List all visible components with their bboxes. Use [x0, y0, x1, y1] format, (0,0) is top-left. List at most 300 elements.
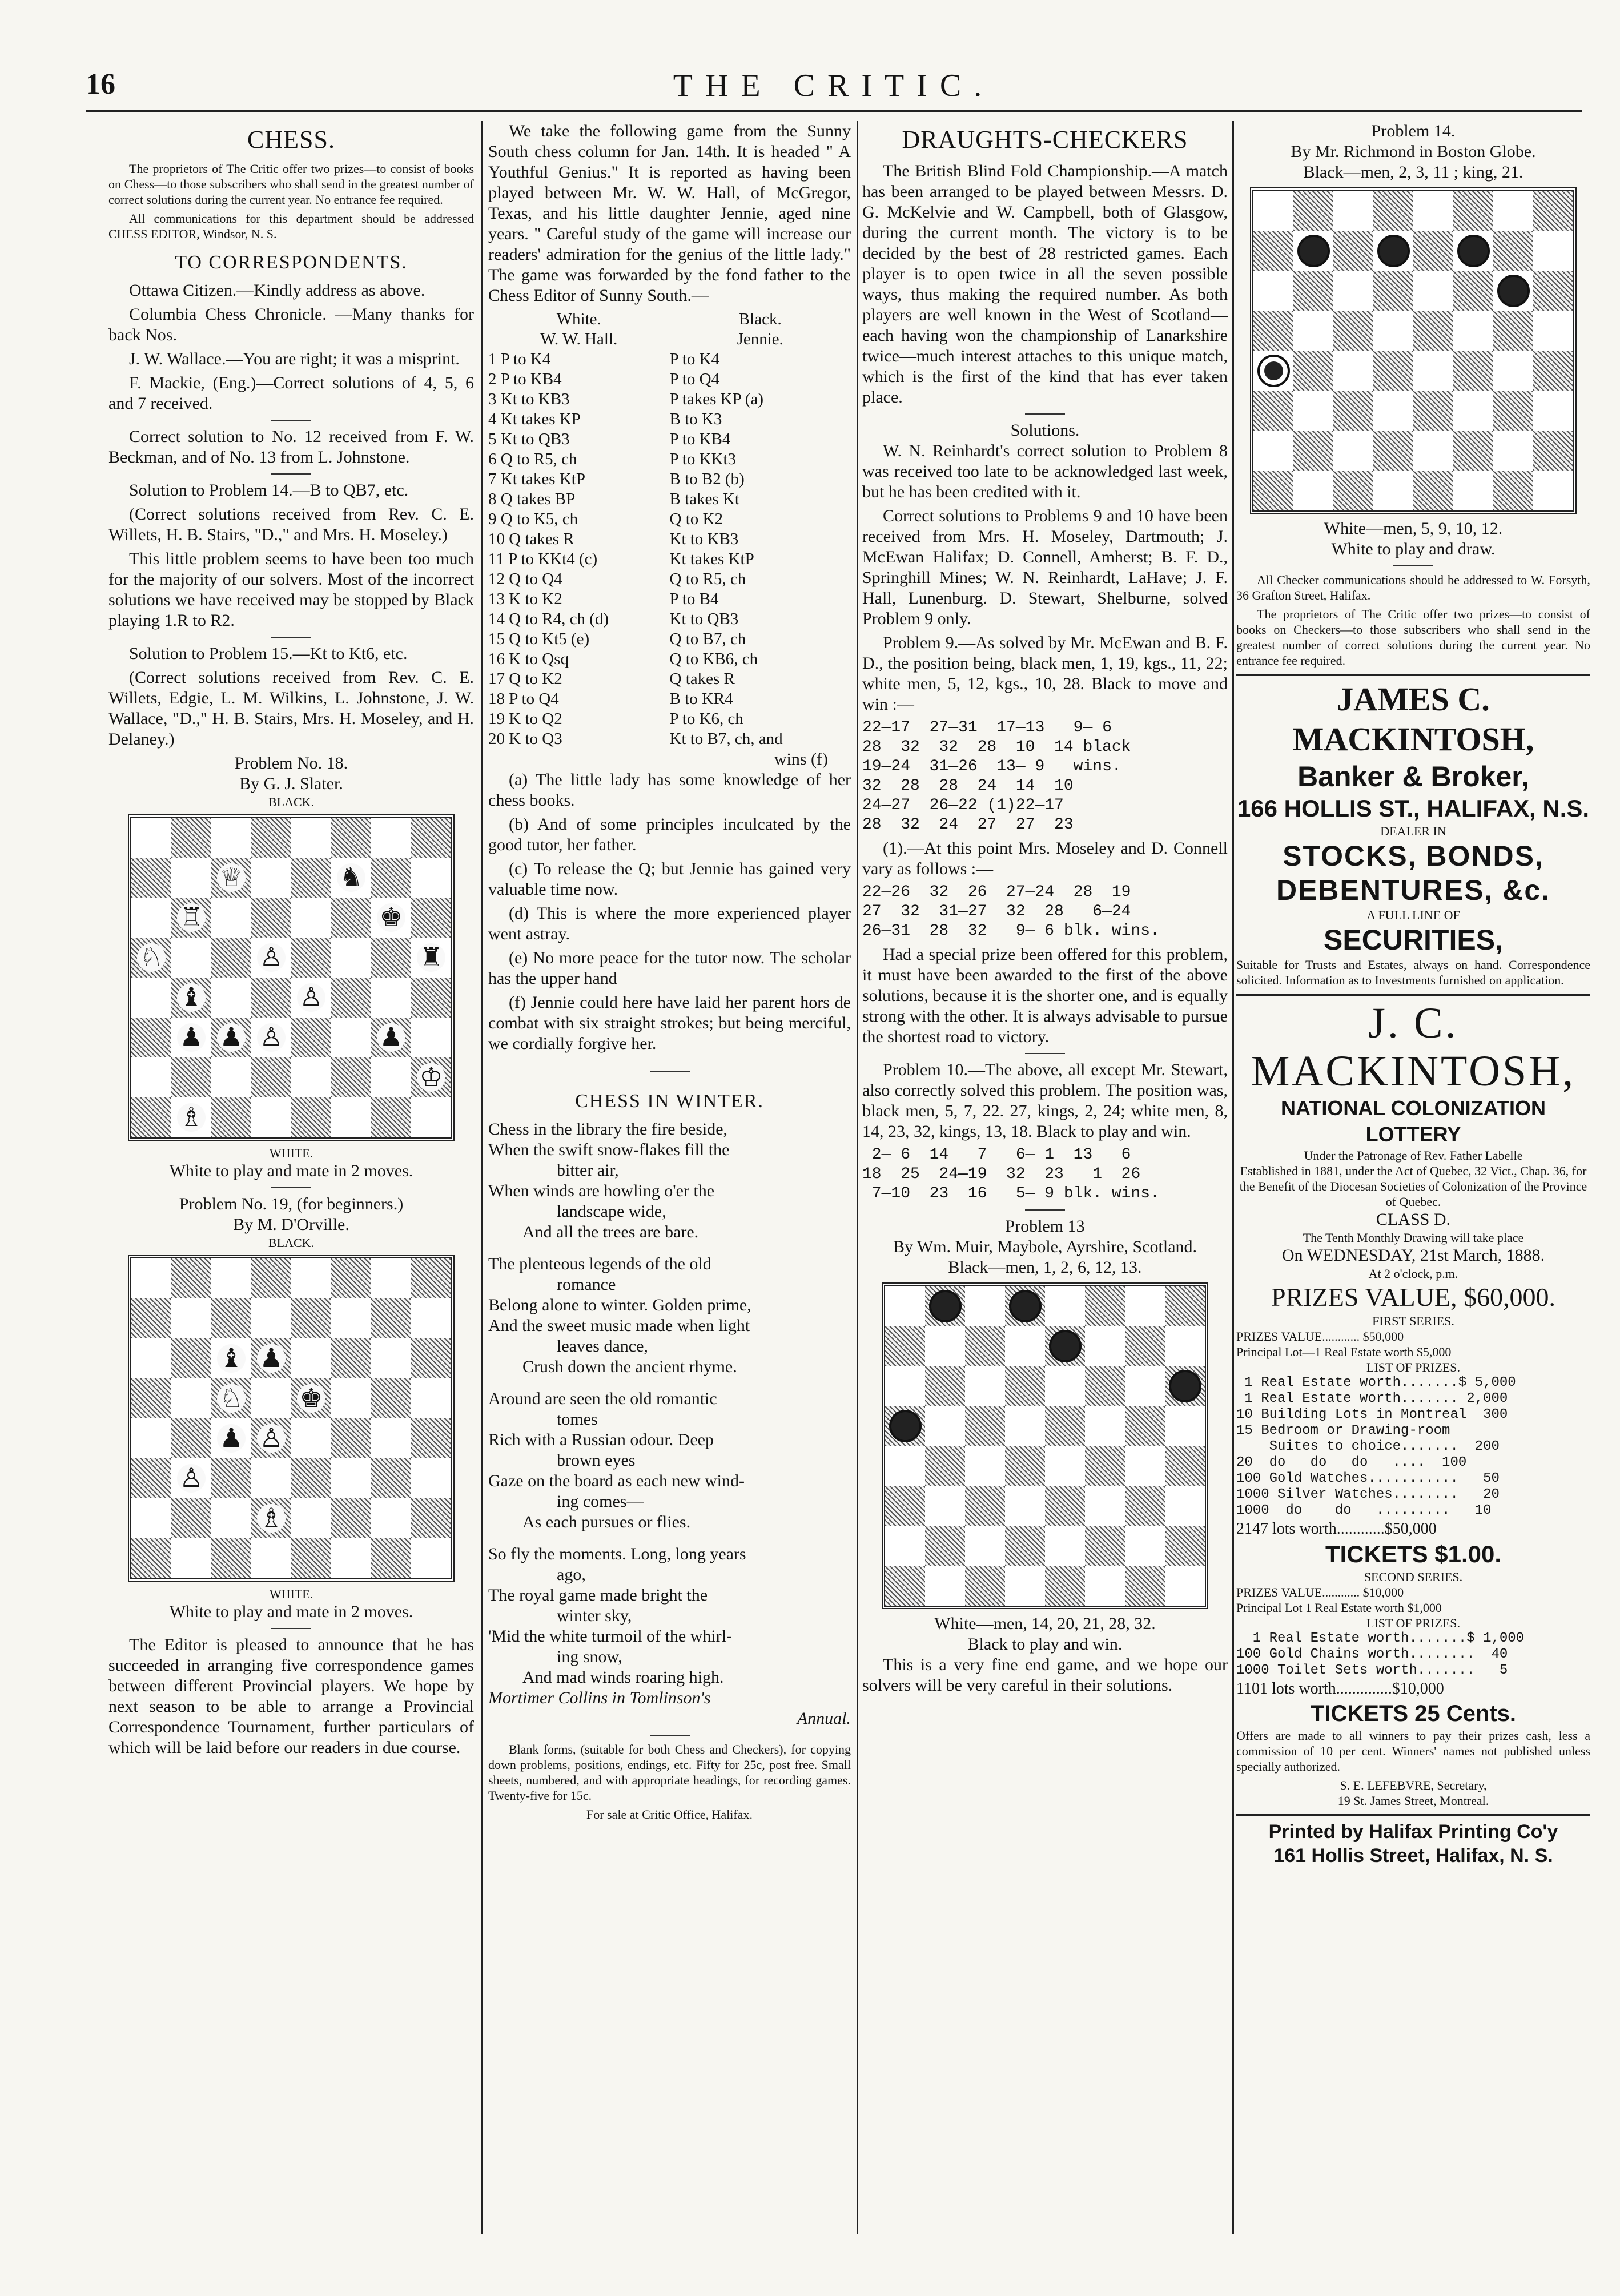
move-row — [488, 469, 851, 489]
board-square — [291, 1338, 331, 1378]
tickets-price: TICKETS 25 Cents. — [1310, 1701, 1517, 1726]
problem-title: Problem No. 19, (for beginners.) — [179, 1195, 404, 1213]
board-square — [331, 1378, 371, 1418]
board-square — [965, 1406, 1005, 1446]
board-square — [251, 938, 291, 978]
poem-line: As each pursues or flies. — [522, 1513, 691, 1531]
board-square — [371, 1298, 411, 1338]
board-square — [211, 1097, 251, 1137]
board-square — [1493, 471, 1533, 510]
board-square — [1125, 1366, 1165, 1406]
chess-piece-icon: ♟ — [377, 1023, 405, 1052]
board-square — [291, 1458, 331, 1498]
divider — [271, 637, 311, 638]
column-game — [488, 121, 851, 2234]
board-square — [211, 858, 251, 898]
board-square — [1333, 391, 1373, 431]
correspondent-note: Correct solution to No. 12 received from F. W. Beckman, and of No. 13 from L. Johnstone. — [108, 427, 474, 467]
board-square — [251, 818, 291, 858]
board-square — [1533, 471, 1573, 510]
board-square — [411, 858, 451, 898]
board-square — [885, 1326, 925, 1366]
board-square — [331, 1258, 371, 1298]
board-square — [925, 1566, 965, 1606]
board-square — [411, 1458, 451, 1498]
black-heading: Black. — [738, 310, 782, 328]
black-label: BLACK. — [268, 795, 315, 809]
board-square — [131, 1258, 171, 1298]
ad2-patron: Under the Patronage of Rev. Father Labelle — [1304, 1148, 1523, 1163]
board-square — [1533, 431, 1573, 471]
board-square — [1533, 311, 1573, 351]
board-square — [411, 938, 451, 978]
board-square — [1085, 1406, 1125, 1446]
board-square — [291, 1378, 331, 1418]
blank-forms-notice: Blank forms, (suitable for both Chess and Checkers), for copying down problems, positions, endings, etc. Fifty for 25c, post free. Small sheets, numbered, and with appropriate headings, for recording games. Twenty-five for 15c. — [488, 1742, 851, 1803]
board-square — [965, 1326, 1005, 1366]
board-square — [251, 1057, 291, 1097]
correspondent-note: J. W. Wallace.—You are right; it was a misprint. — [129, 349, 460, 368]
class: CLASS D. — [1376, 1210, 1451, 1229]
move-row — [488, 729, 851, 749]
black-move: Q to KB6, ch — [669, 650, 758, 668]
move-row — [488, 529, 851, 549]
board-square — [371, 1458, 411, 1498]
white-move: 3 Kt to KB3 — [488, 390, 570, 408]
banker-ad — [1236, 674, 1590, 988]
board-square — [1333, 231, 1373, 271]
black-move: P to Q4 — [669, 370, 720, 388]
move-list — [488, 349, 851, 749]
board-square — [1165, 1406, 1205, 1446]
board-square — [411, 818, 451, 858]
divider — [1025, 1053, 1065, 1054]
game-note: (b) And of some principles inculcated by the good tutor, her father. — [488, 815, 851, 854]
board-square — [251, 978, 291, 1018]
black-move: B to B2 (b) — [669, 470, 745, 488]
poem-line: romance — [557, 1275, 616, 1294]
board-square — [1533, 271, 1573, 311]
white-move: 7 Kt takes KtP — [488, 470, 585, 488]
checker-board-13 — [882, 1282, 1208, 1609]
board-square — [291, 1258, 331, 1298]
poem-line: The plenteous legends of the old — [488, 1254, 711, 1273]
correspondent-note: Columbia Chess Chronicle. —Many thanks for back Nos. — [108, 305, 474, 344]
game-note: (c) To release the Q; but Jennie has gained very valuable time now. — [488, 859, 851, 899]
move-row — [488, 509, 851, 529]
board-square — [1293, 191, 1333, 231]
solution-note: Solution to Problem 15.—Kt to Kt6, etc. — [129, 644, 408, 663]
checker-prize: The proprietors of The Critic offer two prizes—to consist of books on Checkers—to those subscribers who shall send in the greatest number of correct solutions during the current year. No entrance fee required. — [1236, 607, 1590, 668]
board-square — [1293, 231, 1333, 271]
problem-note: This is a very fine end game, and we hope our solvers will be very careful in their solutions. — [862, 1655, 1228, 1695]
board-square — [131, 1057, 171, 1097]
board-square — [291, 1418, 331, 1458]
board-square — [211, 1338, 251, 1378]
board-square — [331, 818, 371, 858]
black-move: Kt to QB3 — [669, 610, 739, 628]
printer-ad — [1236, 1814, 1590, 1868]
white-heading: White. — [556, 310, 601, 328]
board-square — [411, 1057, 451, 1097]
championship-article: The British Blind Fold Championship.—A match has been arranged to be played between Messrs. D. G. McKelvie and W. Campbell, both of Glasgow, during the current month. The victory is to be decided by the best of 28 restricted games. Each player is to open twice in all the seven possible ways, thus making the required number. As both players are well known in the West of Scotland—each having won the championship of Lanarkshire twice—much interest attaches to this unique match, which is the first of the kind that has ever taken place. — [862, 162, 1228, 407]
checker-piece-icon — [1257, 355, 1290, 387]
problem-author: By Mr. Richmond in Boston Globe. — [1291, 142, 1536, 161]
board-square — [251, 1018, 291, 1057]
solution-note: Correct solutions to Problems 9 and 10 have been received from Mrs. H. Moseley, Dartmouth; J. McEwan Halifax; D. Connell, Amherst; B. F. D., Springhill Mines; W. N. Reinhardt, LaHave; J. F. Hall, Lunenburg. D. Stewart, Shelburne, solved Problem 9 only. — [862, 506, 1228, 628]
move-row — [488, 409, 851, 429]
board-square — [251, 1458, 291, 1498]
problem-author: By M. D'Orville. — [233, 1215, 349, 1234]
move-row — [488, 589, 851, 609]
board-square — [371, 1097, 411, 1137]
chess-piece-icon: ♙ — [297, 983, 325, 1012]
board-square — [291, 858, 331, 898]
board-square — [1453, 311, 1493, 351]
chess-piece-icon: ♖ — [177, 903, 206, 932]
move-row — [488, 389, 851, 409]
checker-piece-icon — [929, 1290, 962, 1322]
white-move: 10 Q takes R — [488, 530, 574, 548]
board-square — [1333, 191, 1373, 231]
ad-text: Suitable for Trusts and Estates, always on hand. Correspondence solicited. Information as to Investments furnished on application. — [1236, 958, 1590, 987]
board-square — [1373, 271, 1413, 311]
board-square — [1373, 311, 1413, 351]
board-square — [331, 1458, 371, 1498]
board-square — [925, 1446, 965, 1486]
board-square — [1085, 1526, 1125, 1566]
board-square — [1293, 311, 1333, 351]
board-square — [211, 1538, 251, 1578]
first-series-lot: Principal Lot—1 Real Estate worth $5,000 — [1236, 1345, 1452, 1359]
board-square — [1085, 1446, 1125, 1486]
board-square — [411, 1498, 451, 1538]
ad-stocks: STOCKS, BONDS, DEBENTURES, &c. — [1276, 840, 1551, 906]
board-square — [211, 1418, 251, 1458]
board-square — [411, 1378, 451, 1418]
board-square — [371, 1258, 411, 1298]
column-divider — [1232, 121, 1234, 2234]
chess-piece-icon: ♝ — [217, 1344, 246, 1373]
poem-line: Belong alone to winter. Golden prime, — [488, 1296, 751, 1314]
board-square — [1293, 271, 1333, 311]
board-square — [171, 858, 211, 898]
poem-line: brown eyes — [557, 1451, 636, 1470]
problem-white: White—men, 14, 20, 21, 28, 32. — [934, 1614, 1156, 1633]
board-square — [291, 1057, 331, 1097]
board-square — [1493, 311, 1533, 351]
solution-note: (Correct solutions received from Rev. C. E. Willets, H. B. Stairs, "D.," and Mrs. H. Moseley.) — [108, 505, 474, 544]
board-square — [1333, 431, 1373, 471]
checker-piece-icon — [1297, 235, 1330, 267]
board-square — [131, 1298, 171, 1338]
board-square — [371, 1338, 411, 1378]
board-square — [251, 1538, 291, 1578]
poem-source: Annual. — [797, 1709, 851, 1728]
chess-piece-icon: ♕ — [217, 863, 246, 892]
board-square — [211, 1018, 251, 1057]
black-move: Kt to B7, ch, and — [669, 730, 783, 748]
divider — [271, 1628, 311, 1629]
board-square — [1045, 1486, 1085, 1526]
poem-line: Chess in the library the fire beside, — [488, 1120, 728, 1139]
checker-address: All Checker communications should be addressed to W. Forsyth, 36 Grafton Street, Halifax. — [1236, 573, 1590, 602]
board-square — [411, 1538, 451, 1578]
board-square — [1253, 191, 1293, 231]
chess-piece-icon: ♚ — [377, 903, 405, 932]
black-player: Jennie. — [737, 330, 783, 348]
black-move: B to KR4 — [669, 690, 733, 708]
board-square — [131, 1498, 171, 1538]
game-note: (a) The little lady has some knowledge of her chess books. — [488, 770, 851, 810]
board-square — [211, 1498, 251, 1538]
board-square — [371, 898, 411, 938]
draw-date: On WEDNESDAY, 21st March, 1888. — [1281, 1246, 1545, 1265]
poem-line: When the swift snow-flakes fill the — [488, 1140, 730, 1159]
checker-piece-icon — [889, 1410, 922, 1442]
secretary-address: 19 St. James Street, Montreal. — [1337, 1794, 1489, 1808]
board-square — [131, 938, 171, 978]
board-square — [1293, 391, 1333, 431]
problem-task: Black to play and win. — [967, 1635, 1123, 1654]
poem-line: landscape wide, — [557, 1202, 666, 1221]
poem-line: ing comes— — [557, 1492, 644, 1511]
poem-author: Mortimer Collins in Tomlinson's — [488, 1688, 711, 1707]
board-square — [131, 1018, 171, 1057]
board-square — [1453, 231, 1493, 271]
board-square — [1533, 231, 1573, 271]
lots-total: 1101 lots worth..............$10,000 — [1236, 1680, 1444, 1698]
chess-piece-icon: ♟ — [217, 1023, 246, 1052]
chess-address: All communications for this department should be addressed CHESS EDITOR, Windsor, N. S. — [108, 211, 474, 241]
board-square — [331, 1018, 371, 1057]
poem-line: And all the trees are bare. — [522, 1223, 699, 1241]
chess-piece-icon: ♟ — [177, 1023, 206, 1052]
column-divider — [857, 121, 858, 2234]
board-square — [1165, 1486, 1205, 1526]
lots-total: 2147 lots worth............$50,000 — [1236, 1520, 1437, 1538]
board-square — [1333, 351, 1373, 391]
solution-note: (1).—At this point Mrs. Moseley and D. Connell vary as follows :— — [862, 839, 1228, 878]
draw-note: The Tenth Monthly Drawing will take place — [1303, 1231, 1524, 1245]
problem-black: Black—men, 2, 3, 11 ; king, 21. — [1303, 163, 1523, 182]
board-square — [371, 1378, 411, 1418]
board-square — [1413, 231, 1453, 271]
chess-piece-icon: ♟ — [257, 1344, 286, 1373]
board-square — [1045, 1326, 1085, 1366]
chess-piece-icon: ♜ — [417, 943, 445, 972]
problem-author: By Wm. Muir, Maybole, Ayrshire, Scotland. — [893, 1237, 1197, 1256]
board-square — [1125, 1566, 1165, 1606]
board-square — [411, 1258, 451, 1298]
board-square — [885, 1526, 925, 1566]
divider — [271, 1187, 311, 1188]
board-square — [171, 1018, 211, 1057]
solutions-heading: Solutions. — [1010, 421, 1080, 440]
prize-list: 1 Real Estate worth.......$ 1,000 100 Gold Chains worth........ 40 1000 Toilet Sets worth....... 5 — [1236, 1631, 1525, 1678]
board-square — [1373, 191, 1413, 231]
white-move: 2 P to KB4 — [488, 370, 562, 388]
board-square — [1493, 391, 1533, 431]
board-square — [131, 818, 171, 858]
white-move: 1 P to K4 — [488, 350, 551, 368]
board-square — [1165, 1566, 1205, 1606]
chess-intro: The proprietors of The Critic offer two prizes—to consist of books on Chess—to those subscribers who shall send in the greatest number of correct solutions during the current year. No entrance fee required. — [108, 162, 474, 207]
board-square — [1453, 271, 1493, 311]
editor-announcement: The Editor is pleased to announce that he has succeeded in arranging five correspondence games between different Provincial players. We hope by next season to be able to arrange a Provincial Correspondence Tournament, further particulars of which will be laid before our readers in due course. — [108, 1635, 474, 1757]
white-move: 13 K to K2 — [488, 590, 562, 608]
white-move: 19 K to Q2 — [488, 710, 562, 728]
ad-dealer: DEALER IN — [1380, 824, 1446, 838]
black-move: P to K6, ch — [669, 710, 743, 728]
board-square — [1293, 431, 1333, 471]
board-square — [885, 1486, 925, 1526]
chess-piece-icon: ♟ — [217, 1424, 246, 1453]
problem-black: Black—men, 1, 2, 6, 12, 13. — [948, 1258, 1142, 1277]
board-square — [251, 898, 291, 938]
solution-note: Solution to Problem 14.—B to QB7, etc. — [129, 481, 409, 500]
second-series-lot: Principal Lot 1 Real Estate worth $1,000 — [1236, 1601, 1442, 1615]
solution-note: This little problem seems to have been too much for the majority of our solvers. Most of the incorrect solutions we have received may be stopped by Black playing 1.R to R2. — [108, 549, 474, 630]
section-title: DRAUGHTS-CHECKERS — [902, 126, 1188, 154]
ad-address: 166 HOLLIS ST., HALIFAX, N.S. — [1237, 795, 1590, 822]
board-square — [371, 818, 411, 858]
poem-line: 'Mid the white turmoil of the whirl- — [488, 1627, 733, 1646]
chess-piece-icon: ♗ — [257, 1504, 286, 1533]
board-square — [251, 1338, 291, 1378]
board-square — [211, 978, 251, 1018]
board-square — [371, 1418, 411, 1458]
chess-board-19 — [128, 1255, 455, 1582]
game-note: (f) Jennie could here have laid her parent hors de combat with six straight strokes; but being merciful, we cordially forgive her. — [488, 993, 851, 1053]
black-move: P takes KP (a) — [669, 390, 764, 408]
board-square — [1165, 1326, 1205, 1366]
problem-title: Problem 13 — [1005, 1217, 1085, 1236]
ad-role: Banker & Broker, — [1297, 761, 1529, 793]
poem-line — [488, 1533, 851, 1544]
poem-line: leaves dance, — [557, 1337, 648, 1356]
board-square — [1253, 351, 1293, 391]
black-move: Kt to KB3 — [669, 530, 739, 548]
board-square — [331, 858, 371, 898]
board-square — [1165, 1526, 1205, 1566]
white-move: 9 Q to K5, ch — [488, 510, 578, 528]
chess-piece-icon: ♙ — [257, 1023, 286, 1052]
printer-name: Printed by Halifax Printing Co'y — [1268, 1821, 1558, 1843]
board-square — [1413, 391, 1453, 431]
problem-task: White to play and mate in 2 moves. — [169, 1161, 413, 1180]
poem-line: Gaze on the board as each new wind- — [488, 1471, 745, 1490]
board-square — [331, 1338, 371, 1378]
game-note: (d) This is where the more experienced player went astray. — [488, 904, 851, 943]
board-square — [1253, 471, 1293, 510]
board-square — [1085, 1366, 1125, 1406]
board-square — [925, 1526, 965, 1566]
board-square — [1413, 351, 1453, 391]
game-heading — [488, 309, 851, 329]
board-square — [925, 1486, 965, 1526]
board-square — [1085, 1566, 1125, 1606]
board-square — [211, 898, 251, 938]
board-square — [331, 978, 371, 1018]
black-move: P to KB4 — [669, 430, 731, 448]
board-square — [1413, 191, 1453, 231]
board-square — [1125, 1486, 1165, 1526]
header-rule — [86, 110, 1582, 112]
board-square — [1453, 351, 1493, 391]
white-move: 16 K to Qsq — [488, 650, 569, 668]
board-square — [1533, 351, 1573, 391]
board-square — [171, 978, 211, 1018]
board-square — [211, 1258, 251, 1298]
board-square — [1453, 391, 1493, 431]
board-square — [251, 1418, 291, 1458]
board-square — [171, 1258, 211, 1298]
move-row — [488, 649, 851, 669]
move-row — [488, 369, 851, 389]
problem-task: White to play and draw. — [1331, 540, 1496, 558]
poem-line: ing snow, — [557, 1647, 622, 1666]
board-square — [411, 978, 451, 1018]
solution-note: Had a special prize been offered for this problem, it must have been awarded to the first of the above solutions, because it is the shorter one, and is equally strong with the other. It is always advisable to pursue the shortest road to victory. — [862, 945, 1228, 1046]
solution-moves: 2— 6 14 7 6— 1 13 6 18 25 24—19 32 23 1 26 7—10 23 16 5— 9 blk. wins. — [862, 1146, 1160, 1203]
board-square — [1453, 471, 1493, 510]
game-note: (e) No more peace for the tutor now. The scholar has the upper hand — [488, 948, 851, 988]
board-square — [1533, 191, 1573, 231]
board-square — [251, 1298, 291, 1338]
chess-piece-icon: ♞ — [337, 863, 365, 892]
move-row — [488, 349, 851, 369]
column-ads — [1236, 121, 1590, 2234]
board-square — [885, 1406, 925, 1446]
problem-title: Problem 14. — [1371, 122, 1456, 140]
black-move: Q to K2 — [669, 510, 723, 528]
board-square — [1333, 311, 1373, 351]
checker-piece-icon — [1009, 1290, 1042, 1322]
ad-name: JAMES C. MACKINTOSH, — [1292, 681, 1534, 758]
divider — [1025, 413, 1065, 415]
board-square — [925, 1286, 965, 1326]
game-players — [488, 329, 851, 349]
move-row — [488, 689, 851, 709]
board-square — [885, 1286, 925, 1326]
board-square — [1005, 1406, 1045, 1446]
board-square — [131, 1338, 171, 1378]
problem-title: Problem No. 18. — [234, 754, 348, 773]
board-square — [925, 1326, 965, 1366]
board-square — [1293, 351, 1333, 391]
board-square — [1125, 1406, 1165, 1446]
board-square — [371, 978, 411, 1018]
board-square — [371, 1057, 411, 1097]
board-square — [885, 1446, 925, 1486]
secretary: S. E. LEFEBVRE, Secretary, — [1340, 1778, 1487, 1792]
ad2-name: J. C. MACKINTOSH, — [1251, 999, 1576, 1095]
poem-line: The royal game made bright the — [488, 1586, 708, 1605]
move-row — [488, 449, 851, 469]
board-square — [1453, 191, 1493, 231]
move-row — [488, 629, 851, 649]
poem-line: Crush down the ancient rhyme. — [522, 1357, 737, 1376]
board-square — [1253, 231, 1293, 271]
white-move: 6 Q to R5, ch — [488, 450, 577, 468]
white-move: 4 Kt takes KP — [488, 410, 581, 428]
white-move: 8 Q takes BP — [488, 490, 576, 508]
board-square — [1045, 1366, 1085, 1406]
board-square — [1493, 431, 1533, 471]
board-square — [171, 1298, 211, 1338]
board-square — [1413, 471, 1453, 510]
